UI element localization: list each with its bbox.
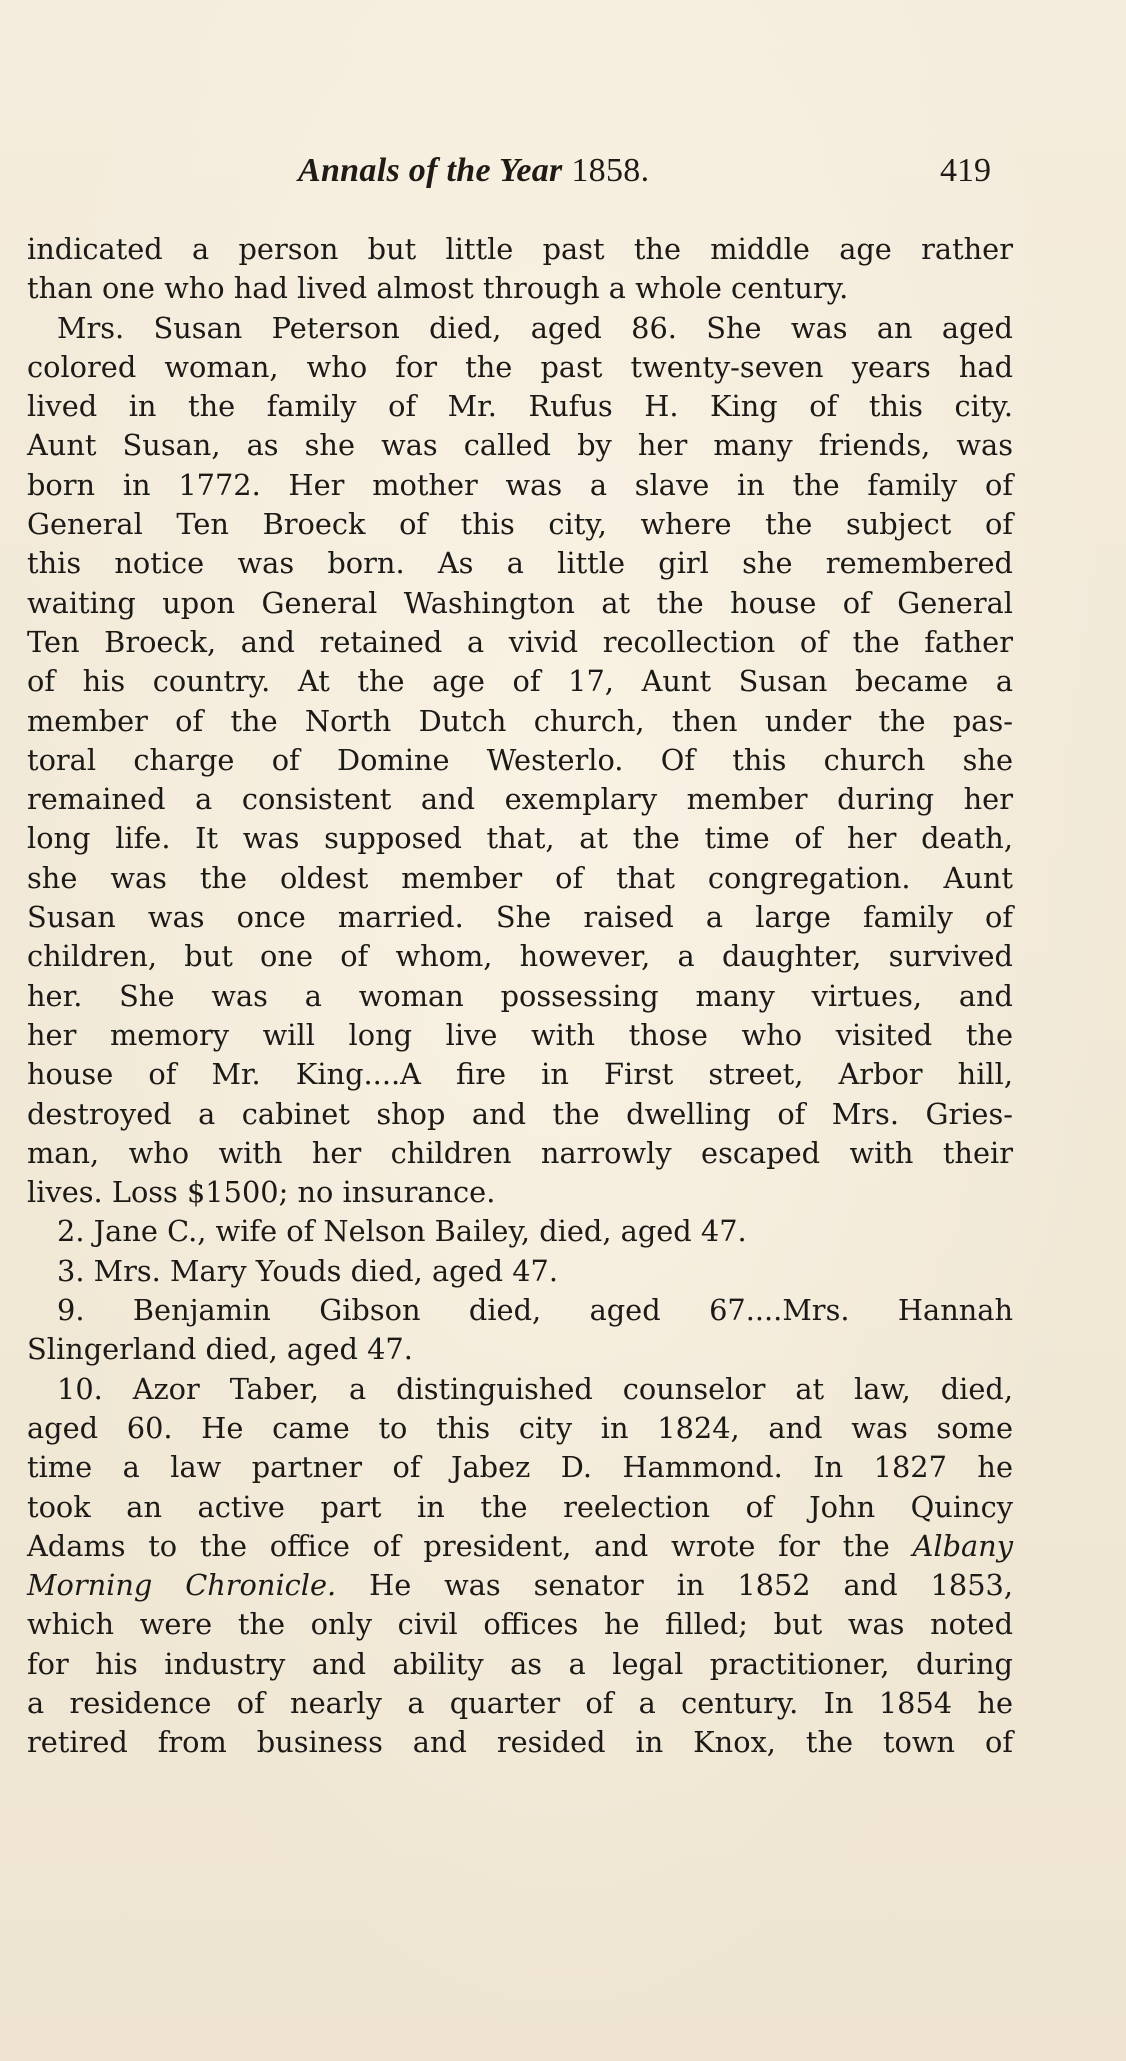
text-line: took an active part in the reelection of John Quincy: [27, 1489, 1013, 1524]
italic-newspaper-title: Morning Chronicle.: [27, 1568, 337, 1603]
text-line: General Ten Broeck of this city, where the subject of: [27, 507, 1013, 542]
text-line: toral charge of Domine Westerlo. Of this church she: [27, 742, 1013, 777]
text-line: indicated a person but little past the middle age rather: [27, 232, 1013, 266]
text-line: of his country. At the age of 17, Aunt Susan became a: [27, 664, 1013, 699]
text-line: time a law partner of Jabez D. Hammond. In 1827 he: [27, 1450, 1013, 1485]
text-line: a residence of nearly a quarter of a century. In 1854 he: [27, 1685, 1013, 1720]
text-line: this notice was born. As a little girl she remembered: [27, 546, 1013, 581]
text-line: children, but one of whom, however, a daughter, survived: [27, 939, 1013, 974]
text-line: retired from business and resided in Knox, the town of: [27, 1725, 1013, 1760]
text-line: 2. Jane C., wife of Nelson Bailey, died, aged 47.: [57, 1214, 747, 1249]
text-line: 10. Azor Taber, a distinguished counselor at law, died,: [57, 1371, 1013, 1406]
text-line: Aunt Susan, as she was called by her many friends, was: [27, 428, 1013, 463]
text-line: aged 60. He came to this city in 1824, and was some: [27, 1410, 1013, 1445]
text-line: for his industry and ability as a legal practitioner, during: [27, 1646, 1013, 1681]
running-title-text: Annals of the Year: [298, 152, 563, 189]
text-line: Mrs. Susan Peterson died, aged 86. She was an aged: [57, 310, 1013, 345]
text-line-with-italic: [27, 1566, 1013, 1605]
italic-newspaper-title: Albany: [912, 1528, 1013, 1563]
text-line: colored woman, who for the past twenty-seven years had: [27, 349, 1013, 384]
text-line: lived in the family of Mr. Rufus H. King of this city.: [27, 389, 1013, 424]
text-line: lives. Loss $1500; no insurance.: [27, 1175, 496, 1210]
text-line: Slingerland died, aged 47.: [27, 1332, 413, 1367]
text-line: 9. Benjamin Gibson died, aged 67....Mrs. Hannah: [57, 1293, 1013, 1328]
text-line: her memory will long live with those who visited the: [27, 1017, 1013, 1052]
text-line: Ten Broeck, and retained a vivid recollection of the father: [27, 624, 1013, 659]
page-number: 419: [940, 152, 991, 189]
text-line: remained a consistent and exemplary member during her: [27, 782, 1013, 817]
text-line: she was the oldest member of that congregation. Aunt: [27, 860, 1013, 895]
text-line: which were the only civil offices he filled; but was noted: [27, 1607, 1013, 1642]
running-title-year: 1858.: [571, 152, 650, 189]
text-line: Susan was once married. She raised a large family of: [27, 900, 1013, 935]
text-line: 3. Mrs. Mary Youds died, aged 47.: [57, 1253, 559, 1288]
text-line: than one who had lived almost through a whole century.: [27, 271, 849, 306]
text-line-part: He was senator in 1852 and 1853,: [336, 1568, 1013, 1603]
text-line: man, who with her children narrowly escaped with their: [27, 1135, 1013, 1170]
text-line: member of the North Dutch church, then under the pas-: [27, 703, 1013, 738]
text-line: born in 1772. Her mother was a slave in the family of: [27, 467, 1013, 502]
text-line: waiting upon General Washington at the house of General: [27, 585, 1013, 620]
text-line: house of Mr. King....A fire in First street, Arbor hill,: [27, 1057, 1013, 1092]
running-title: [298, 152, 649, 190]
text-line: destroyed a cabinet shop and the dwelling of Mrs. Gries-: [27, 1096, 1013, 1131]
body-text: [27, 230, 1013, 1763]
text-line-with-italic: [27, 1527, 1013, 1566]
text-line: long life. It was supposed that, at the time of her death,: [27, 821, 1013, 856]
page-header: [0, 152, 1126, 202]
text-line: her. She was a woman possessing many virtues, and: [27, 978, 1013, 1013]
text-line-part: Adams to the office of president, and wrote for the: [27, 1528, 890, 1563]
